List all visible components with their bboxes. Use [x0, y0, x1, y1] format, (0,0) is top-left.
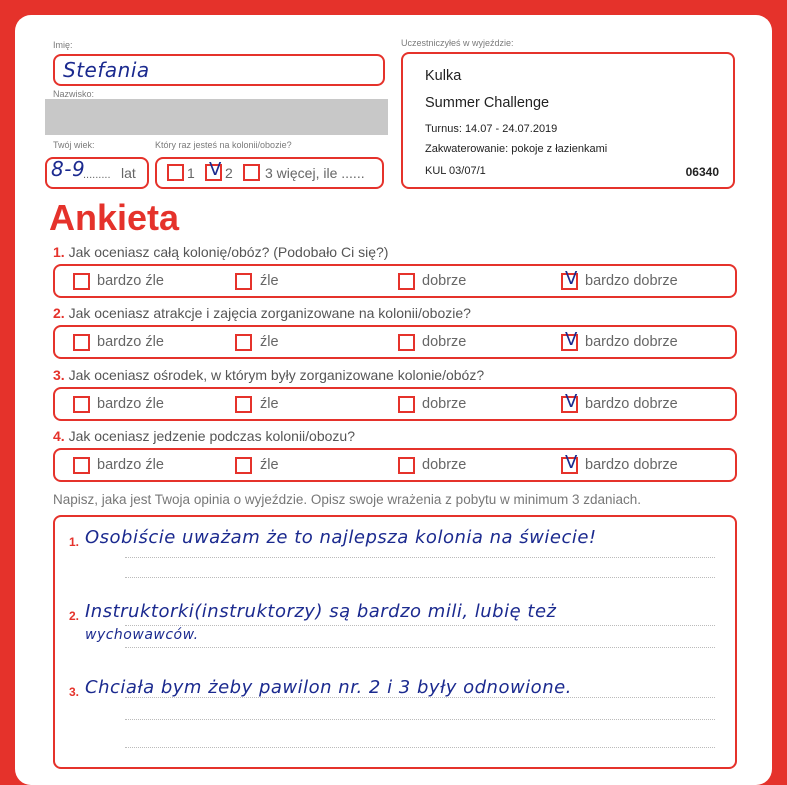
- age-field[interactable]: [45, 157, 149, 189]
- camp-name-line1: Kulka: [425, 68, 462, 84]
- q1-option-zle-checkbox[interactable]: [235, 273, 252, 290]
- age-label: Twój wiek:: [53, 140, 95, 150]
- times-label: Który raz jesteś na kolonii/obozie?: [155, 140, 292, 150]
- accommodation: Zakwaterowanie: pokoje z łazienkami: [425, 143, 608, 155]
- question-2-answers: [53, 325, 737, 359]
- times-option-2-checkbox[interactable]: [205, 159, 222, 181]
- surname-label: Nazwisko:: [53, 89, 95, 99]
- opinion-line-1-number: 1.: [69, 535, 80, 549]
- form-number: 06340: [685, 165, 719, 179]
- q3-option-dobrze-checkbox[interactable]: [398, 396, 415, 413]
- q2-checkmark: V: [565, 329, 578, 350]
- name-field[interactable]: [53, 54, 385, 86]
- question-1-answers: [53, 264, 737, 298]
- camp-code: KUL 03/07/1: [425, 165, 486, 177]
- opinion-line-2-continuation: wychowawców.: [85, 627, 199, 643]
- q2-option-zle-checkbox[interactable]: [235, 334, 252, 351]
- question-1-text: Jak oceniasz całą kolonię/obóz? (Podobało Ci się?): [68, 244, 389, 260]
- question-4-number: 4.: [53, 428, 65, 444]
- opinion-prompt: Napisz, jaka jest Twoja opinia o wyjeździe. Opisz swoje wrażenia z pobytu w minimum 3 zdaniach.: [53, 492, 642, 507]
- writing-line: [125, 577, 715, 578]
- q4-option-bardzo-zle-checkbox[interactable]: [73, 457, 90, 474]
- age-value: 8-9: [51, 157, 86, 181]
- q2-option-dobrze-label: dobrze: [422, 334, 467, 350]
- question-3-text: Jak oceniasz ośrodek, w którym były zorganizowane kolonie/obóz?: [68, 367, 485, 383]
- q4-option-zle-label: źle: [260, 457, 279, 473]
- question-1-number: 1.: [53, 244, 65, 260]
- q4-option-bardzo-dobrze-label: bardzo dobrze: [585, 457, 678, 473]
- q2-option-bardzo-dobrze-checkbox[interactable]: [561, 329, 578, 351]
- writing-line: [125, 647, 715, 648]
- question-1: [53, 244, 388, 260]
- times-option-1-checkbox[interactable]: [167, 164, 184, 181]
- question-4-text: Jak oceniasz jedzenie podczas kolonii/obozu?: [68, 428, 355, 444]
- surname-redaction: [45, 99, 388, 135]
- writing-line: [125, 625, 715, 626]
- age-unit: lat: [121, 165, 136, 181]
- writing-line: [125, 557, 715, 558]
- q1-option-dobrze-checkbox[interactable]: [398, 273, 415, 290]
- q4-checkmark: V: [565, 452, 578, 473]
- q1-option-bardzo-dobrze-label: bardzo dobrze: [585, 273, 678, 289]
- q4-option-bardzo-dobrze-checkbox[interactable]: [561, 452, 578, 474]
- q3-option-bardzo-zle-label: bardzo źle: [97, 396, 164, 412]
- q3-option-zle-label: źle: [260, 396, 279, 412]
- q2-option-bardzo-zle-label: bardzo źle: [97, 334, 164, 350]
- writing-line: [125, 719, 715, 720]
- q3-option-dobrze-label: dobrze: [422, 396, 467, 412]
- form-sheet: [15, 15, 772, 785]
- times-option-2-label: 2: [225, 165, 233, 181]
- q1-option-bardzo-zle-checkbox[interactable]: [73, 273, 90, 290]
- q1-option-zle-label: źle: [260, 273, 279, 289]
- q3-option-bardzo-dobrze-checkbox[interactable]: [561, 391, 578, 413]
- times-field: [155, 157, 384, 189]
- opinion-line-3-text: Chciała bym żeby pawilon nr. 2 i 3 były odnowione.: [85, 677, 572, 698]
- q4-option-zle-checkbox[interactable]: [235, 457, 252, 474]
- times-option-2-checkmark: V: [209, 159, 222, 180]
- question-2: [53, 305, 471, 321]
- times-option-1-label: 1: [187, 165, 195, 181]
- name-value: Stefania: [63, 58, 150, 82]
- q4-option-dobrze-checkbox[interactable]: [398, 457, 415, 474]
- q2-option-zle-label: źle: [260, 334, 279, 350]
- opinion-line-1-text: Osobiście uważam że to najlepsza kolonia na świecie!: [85, 527, 597, 548]
- turnus: Turnus: 14.07 - 24.07.2019: [425, 123, 558, 135]
- camp-info-box: [401, 52, 735, 189]
- opinion-line-3-number: 3.: [69, 685, 80, 699]
- question-4: [53, 428, 355, 444]
- question-3-answers: [53, 387, 737, 421]
- q1-checkmark: V: [565, 268, 578, 289]
- writing-line: [125, 747, 715, 748]
- q4-option-dobrze-label: dobrze: [422, 457, 467, 473]
- camp-name-line2: Summer Challenge: [425, 95, 550, 111]
- q1-option-dobrze-label: dobrze: [422, 273, 467, 289]
- q2-option-bardzo-dobrze-label: bardzo dobrze: [585, 334, 678, 350]
- times-option-3-label: 3 więcej, ile ......: [265, 165, 365, 181]
- question-2-text: Jak oceniasz atrakcje i zajęcia zorganizowane na kolonii/obozie?: [68, 305, 471, 321]
- times-option-3-checkbox[interactable]: [243, 164, 260, 181]
- q2-option-dobrze-checkbox[interactable]: [398, 334, 415, 351]
- q1-option-bardzo-dobrze-checkbox[interactable]: [561, 268, 578, 290]
- question-3-number: 3.: [53, 367, 65, 383]
- survey-title: Ankieta: [49, 197, 180, 238]
- opinion-box[interactable]: [53, 515, 737, 769]
- q3-option-bardzo-zle-checkbox[interactable]: [73, 396, 90, 413]
- q3-checkmark: V: [565, 391, 578, 412]
- participant-label: Uczestniczyłeś w wyjeździe:: [401, 38, 514, 48]
- question-4-answers: [53, 448, 737, 482]
- opinion-line-2-text: Instruktorki(instruktorzy) są bardzo mili, lubię też: [85, 601, 557, 622]
- q1-option-bardzo-zle-label: bardzo źle: [97, 273, 164, 289]
- q3-option-bardzo-dobrze-label: bardzo dobrze: [585, 396, 678, 412]
- question-2-number: 2.: [53, 305, 65, 321]
- q3-option-zle-checkbox[interactable]: [235, 396, 252, 413]
- opinion-line-2-number: 2.: [69, 609, 80, 623]
- q2-option-bardzo-zle-checkbox[interactable]: [73, 334, 90, 351]
- question-3: [53, 367, 484, 383]
- age-dots: .........: [83, 169, 111, 181]
- name-label: Imię:: [53, 40, 73, 50]
- q4-option-bardzo-zle-label: bardzo źle: [97, 457, 164, 473]
